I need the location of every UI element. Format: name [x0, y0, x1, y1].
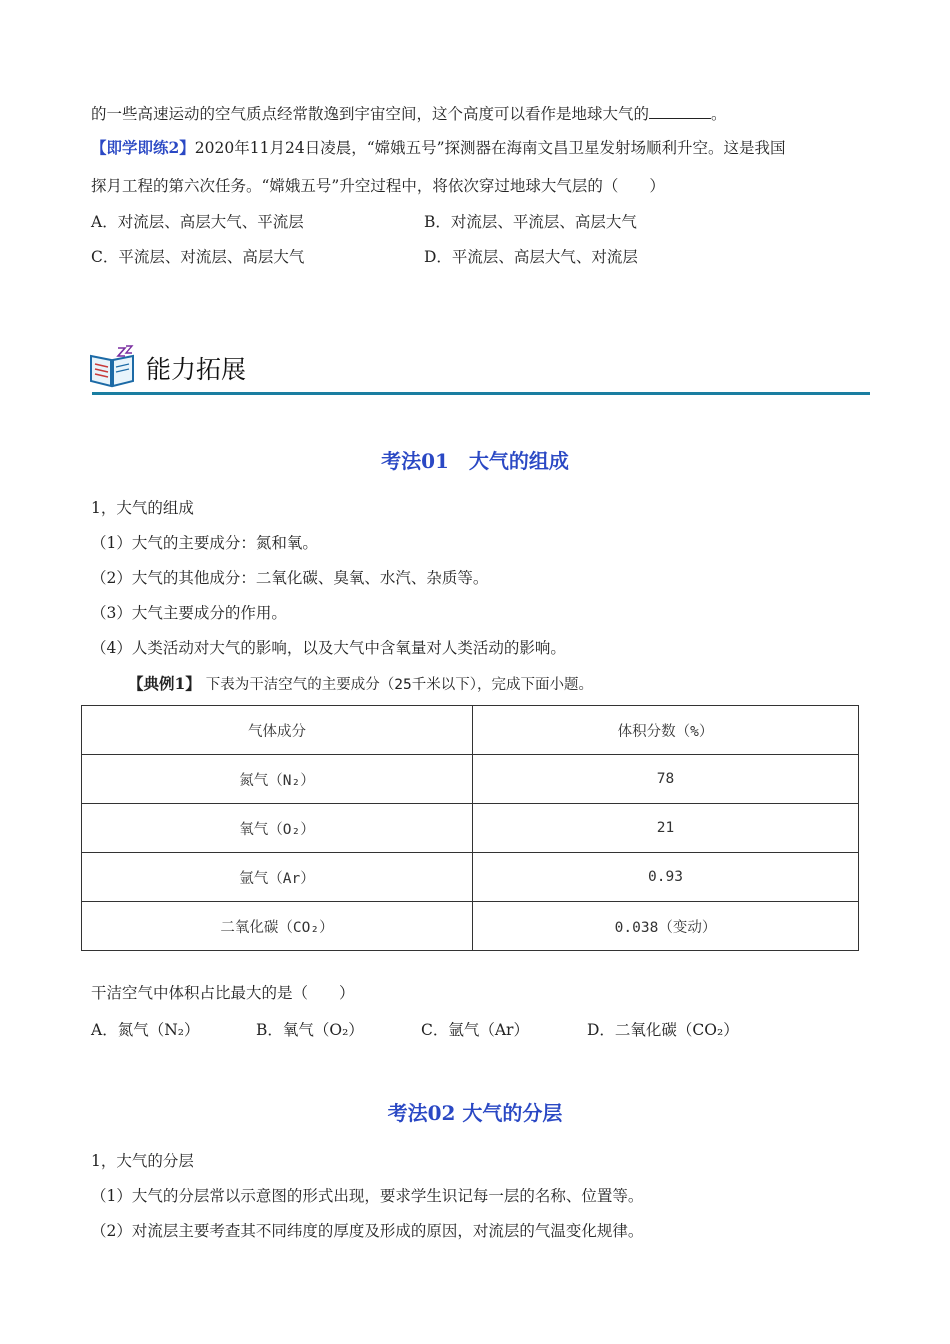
example-option-d: D．二氧化碳（CO₂） [587, 1021, 739, 1039]
table-row [82, 902, 859, 951]
table-row [82, 853, 859, 902]
practice-question [91, 138, 786, 158]
example-option-b: B．氧气（O₂） [256, 1021, 364, 1039]
practice-option-c: C．平流层、对流层、高层大气 [91, 248, 305, 266]
book-icon [88, 344, 138, 390]
table-header-cell: 气体成分 [82, 706, 473, 755]
kaofa-02-title: 考法02 大气的分层 [387, 1101, 563, 1125]
example-label: 【典例1】 [128, 674, 201, 693]
practice-option-d: D．平流层、高层大气、对流层 [424, 248, 638, 266]
practice-option-a: A．对流层、高层大气、平流层 [91, 213, 304, 231]
kaofa-02-item-2: （2）对流层主要考查其不同纬度的厚度及形成的原因，对流层的气温变化规律。 [91, 1222, 644, 1240]
kaofa-02-item-1: （1）大气的分层常以示意图的形式出现，要求学生识记每一层的名称、位置等。 [91, 1187, 644, 1205]
continuation-text: 的一些高速运动的空气质点经常散逸到宇宙空间，这个高度可以看作是地球大气的 [91, 105, 650, 123]
table-cell: 0.93 [473, 853, 859, 902]
table-cell: 氧气（O₂） [82, 804, 473, 853]
answer-blank [649, 104, 711, 119]
kaofa-01-item-4: （4）人类活动对大气的影响，以及大气中含氧量对人类活动的影响。 [91, 639, 566, 657]
section-divider [92, 392, 870, 395]
table-row [82, 804, 859, 853]
section-title: 能力拓展 [146, 355, 247, 384]
continuation-end: 。 [711, 105, 727, 123]
example-text: 下表为干洁空气的主要成分（25千米以下），完成下面小题。 [205, 677, 593, 693]
table-cell: 0.038（变动） [473, 902, 859, 951]
table-cell: 21 [473, 804, 859, 853]
practice-label: 【即学即练2】 [91, 138, 195, 157]
kaofa-01-item-2: （2）大气的其他成分：二氧化碳、臭氧、水汽、杂质等。 [91, 569, 489, 587]
kaofa-01-item-title: 1，大气的组成 [91, 499, 194, 517]
table-cell: 氮气（N₂） [82, 755, 473, 804]
table-cell: 二氧化碳（CO₂） [82, 902, 473, 951]
table-cell: 氩气（Ar） [82, 853, 473, 902]
example-question: 干洁空气中体积占比最大的是（ ） [91, 984, 355, 1002]
kaofa-01-item-3: （3）大气主要成分的作用。 [91, 604, 287, 622]
example-option-a: A．氮气（N₂） [91, 1021, 200, 1039]
table-header-cell: 体积分数（%） [473, 706, 859, 755]
table-cell: 78 [473, 755, 859, 804]
example-1 [128, 674, 593, 695]
practice-line-1: 2020年11月24日凌晨，“嫦娥五号”探测器在海南文昌卫星发射场顺利升空。这是我国 [194, 139, 786, 157]
table-header-row [82, 706, 859, 755]
kaofa-01-item-1: （1）大气的主要成分：氮和氧。 [91, 534, 318, 552]
paragraph-continuation [91, 104, 727, 124]
practice-option-b: B．对流层、平流层、高层大气 [424, 213, 637, 231]
table-row [82, 755, 859, 804]
kaofa-01-title: 考法01 大气的组成 [381, 449, 569, 473]
gas-composition-table [81, 705, 859, 951]
example-option-c: C．氩气（Ar） [421, 1021, 529, 1039]
practice-line-2: 探月工程的第六次任务。“嫦娥五号”升空过程中，将依次穿过地球大气层的（ ） [91, 177, 665, 195]
kaofa-02-item-title: 1，大气的分层 [91, 1152, 194, 1170]
